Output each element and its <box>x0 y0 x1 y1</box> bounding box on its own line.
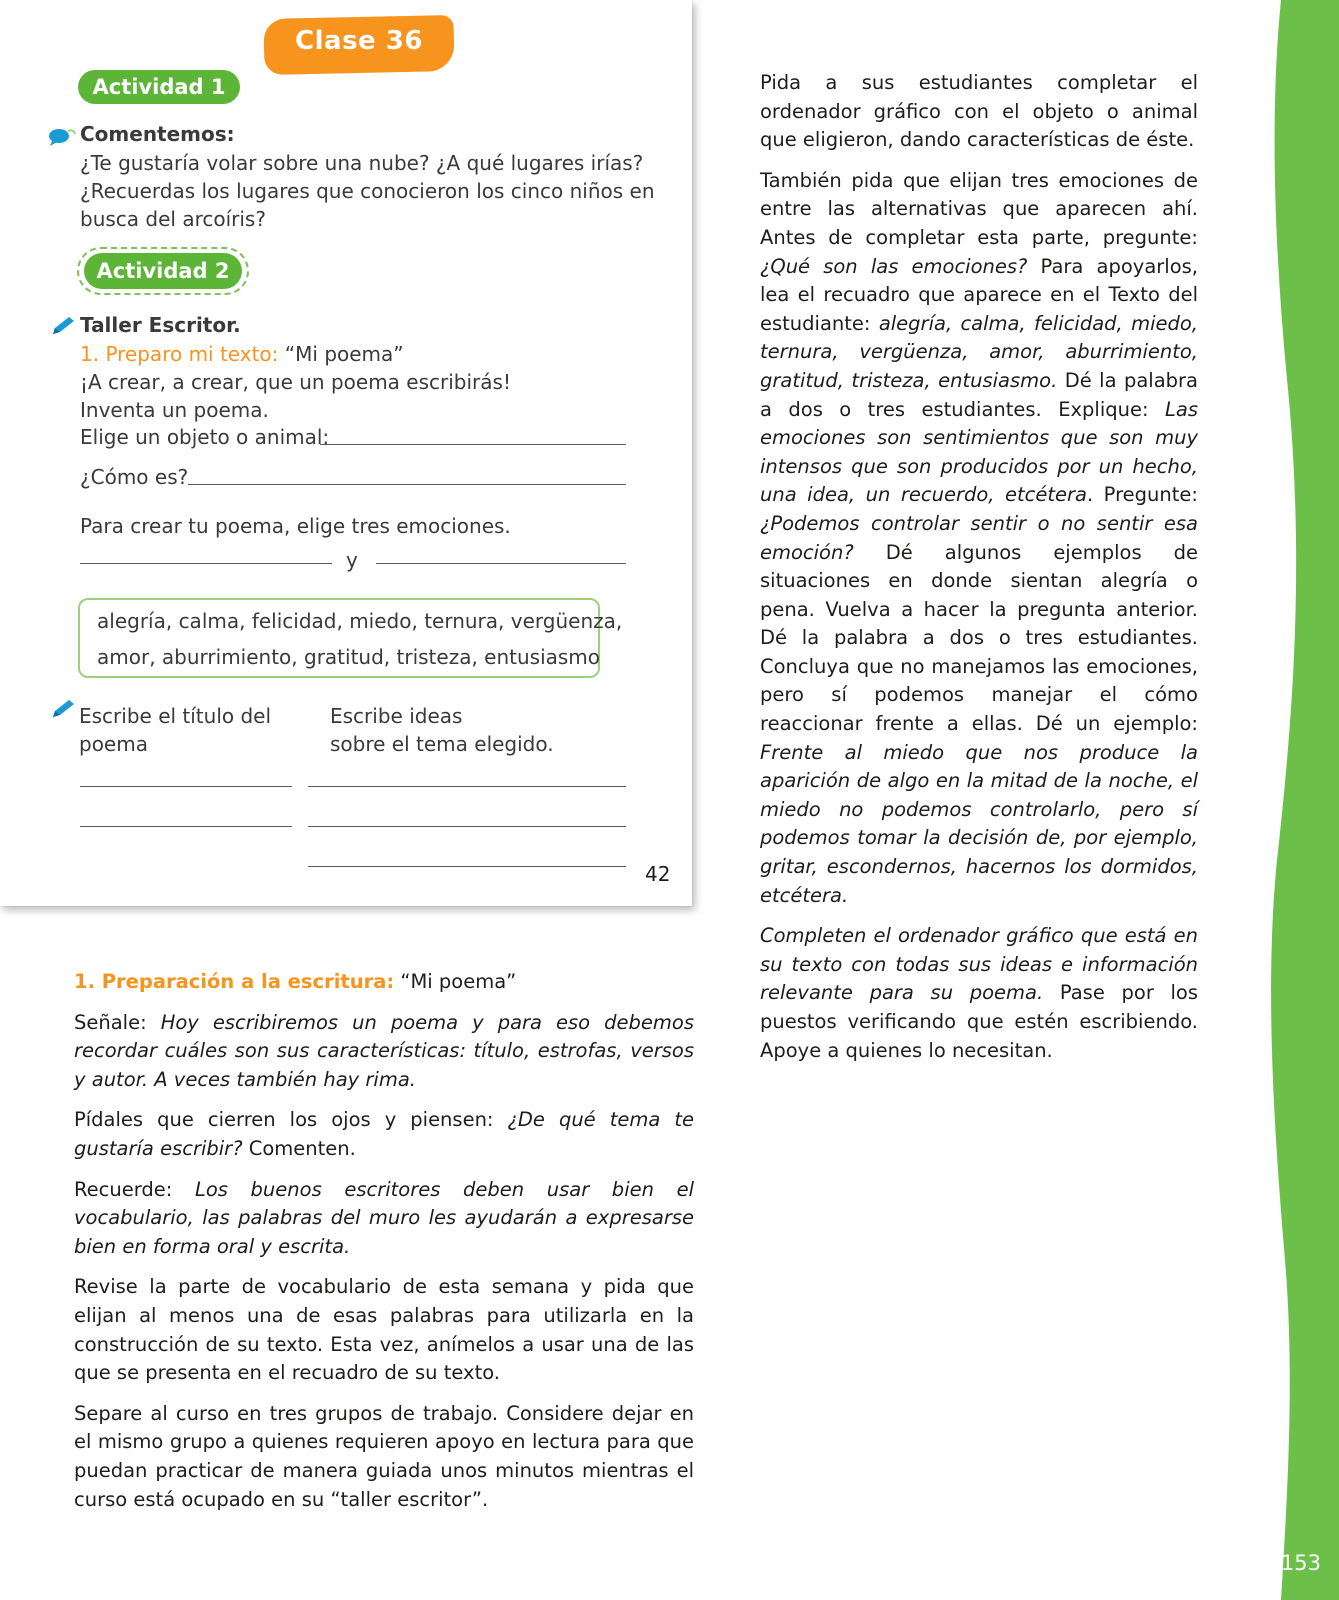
ideas-label-line-2: sobre el tema elegido. <box>330 732 554 756</box>
pencil-icon <box>50 698 76 720</box>
emotions-line-2: amor, aburrimiento, gratitud, tristeza, entusiasmo <box>97 645 601 669</box>
emotion-answer-line-1[interactable] <box>80 563 332 564</box>
preparo-title: “Mi poema” <box>284 342 404 366</box>
paragraph-ordenador: Pida a sus estudiantes completar el ordenador gráfico con el objeto o animal que eligieron, dando características de éste. <box>760 71 1198 152</box>
y-connector: y <box>346 548 358 572</box>
page-number: 153 <box>1280 1551 1321 1575</box>
emotion-answer-line-2[interactable] <box>376 563 626 564</box>
comentemos-label: Comentemos: <box>80 122 235 146</box>
preparo-label: 1. Preparo mi texto: <box>80 342 279 366</box>
section-title: 1. Preparación a la escritura: “Mi poema” <box>74 970 517 993</box>
para-crear-text: Para crear tu poema, elige tres emociones. <box>80 514 511 538</box>
actividad-2-pill: Actividad 2 <box>84 253 242 289</box>
teacher-notes-left <box>74 968 694 1514</box>
student-book-page <box>0 0 692 906</box>
objeto-answer-line[interactable] <box>320 444 626 445</box>
question-2-line-1: ¿Recuerdas los lugares que conocieron los cinco niños en <box>80 179 655 203</box>
paragraph-recuerde: Recuerde: Los buenos escritores deben usar bien el vocabulario, las palabras del muro les ayudarán a expresarse bien en forma oral y escrita. <box>74 1177 694 1258</box>
a-crear-text: ¡A crear, a crear, que un poema escribirás! <box>80 370 511 394</box>
titulo-answer-line-2[interactable] <box>80 826 292 827</box>
paragraph-completen: Completen el ordenador gráfico que está en su texto con todas sus ideas e información relevante para su poema. Pase por los puestos verificando que estén escribiendo. Apoye a quienes lo necesitan. <box>760 924 1199 1062</box>
titulo-label-line-2: poema <box>79 732 148 756</box>
question-2-line-2: busca del arcoíris? <box>80 207 266 231</box>
paragraph-grupos: Separe al curso en tres grupos de trabajo. Considere dejar en el mismo grupo a quienes requieren apoyo en lectura para que puedan practicar de manera guiada unos minutos mientras el curso está ocupado en su “taller escritor”. <box>74 1401 694 1511</box>
titulo-label-line-1: Escribe el título del <box>79 704 272 728</box>
ideas-answer-line-3[interactable] <box>308 866 626 867</box>
speech-bubble-icon <box>48 125 76 147</box>
pencil-icon <box>50 315 76 337</box>
ideas-label-line-1: Escribe ideas <box>330 704 463 728</box>
teacher-notes-right <box>760 69 1198 1065</box>
inventa-text: Inventa un poema. <box>80 398 269 422</box>
taller-escritor-label: Taller Escritor. <box>80 313 241 337</box>
como-es-label: ¿Cómo es? <box>80 465 189 489</box>
como-es-answer-line[interactable] <box>188 484 626 485</box>
actividad-1-pill: Actividad 1 <box>78 70 240 104</box>
paragraph-vocabulario: Revise la parte de vocabulario de esta semana y pida que elijan al menos una de esas palabras para utilizarla en la construcción de su texto. Esta vez, anímelos a usar una de las que se presenta en el recuadro de su texto. <box>74 1275 694 1385</box>
question-1: ¿Te gustaría volar sobre una nube? ¿A qué lugares irías? <box>80 151 644 175</box>
titulo-answer-line-1[interactable] <box>80 786 292 787</box>
paragraph-emociones: También pida que elijan tres emociones de entre las alternativas que aparecen ahí. Antes de completar esta parte, pregunte: ¿Qué son las emociones? Para apoyarlos, lea el recuadro que aparece en el Texto del estudiante: alegría, calma, felicidad, miedo, ternura, vergüenza, amor, aburrimiento, gratitud, tristeza, entusiasmo. Dé la palabra a dos o tres estudiantes. Explique: Las emociones son sentimientos que son muy intensos que son producidos por un hecho, una idea, un recuerdo, etcétera. Pregunte: ¿Podemos controlar sentir o no sentir esa emoción? Dé algunos ejemplos de situaciones en donde sientan alegría o pena. Vuelva a hacer la pregunta anterior. Dé la palabra a dos o tres estudiantes. Concluya que no manejamos las emociones, pero sí podemos manejar el cómo reaccionar frente a ellas. Dé un ejemplo: Frente al miedo que nos produce la aparición de algo en la mitad de la noche, el miedo no podemos controlarlo, pero sí podemos tomar la decisión de, por ejemplo, gritar, escondernos, hacernos los dormidos, etcétera. <box>760 168 1199 907</box>
paragraph-senale: Señale: Hoy escribiremos un poema y para eso debemos recordar cuáles son sus características: título, estrofas, versos y autor. A veces también hay rima. <box>74 1010 694 1091</box>
elige-objeto-label: Elige un objeto o animal: <box>80 425 330 449</box>
paragraph-pidales: Pídales que cierren los ojos y piensen: ¿De qué tema te gustaría escribir? Comenten. <box>74 1108 694 1160</box>
clase-title: Clase 36 <box>295 26 423 56</box>
student-book-page-number: 42 <box>645 862 671 886</box>
ideas-answer-line-2[interactable] <box>308 826 626 827</box>
ideas-answer-line-1[interactable] <box>308 786 626 787</box>
emotions-line-1: alegría, calma, felicidad, miedo, ternura, vergüenza, <box>97 609 623 633</box>
green-margin-band <box>1267 0 1339 1600</box>
